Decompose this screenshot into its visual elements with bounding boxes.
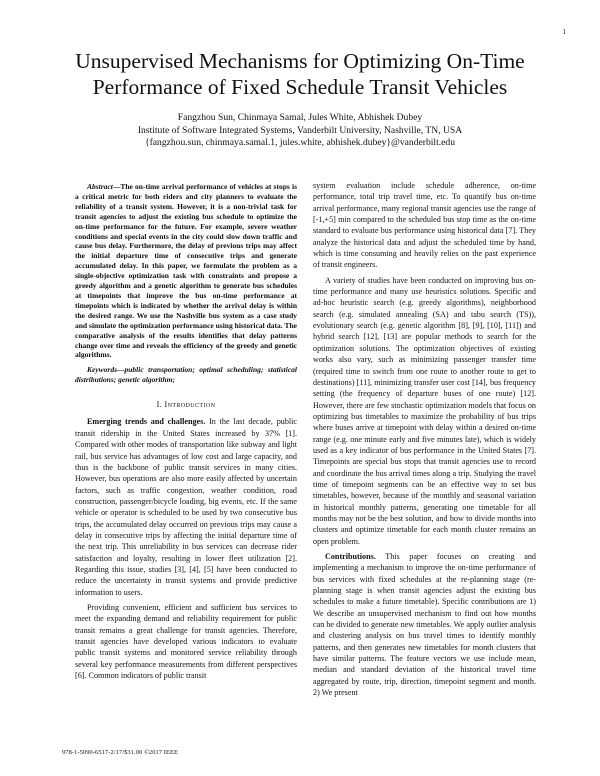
- intro-paragraph-2: Providing convenient, efficient and sufficient bus services to meet the expanding demand and reliability requirement for public transit remains a great challenge for transit agencies. Therefore, transit agencies have developed various indicators to evaluate public transit systems and monitored service reliability through several key performance measurements from different perspectives [6]. Common indicators of public transit: [75, 602, 297, 681]
- keywords: Keywords—public transportation; optimal scheduling; statistical distributions; genetic algorithm;: [75, 365, 297, 385]
- intro-paragraph-1-text: In the last decade, public transit ridership in the United States increased by 37% [1]. Compared with other modes of transportation like subway and light rail, bus service has advantages of low cost and large capacity, and thus is the backbone of public transit services in many cities. However, bus operations are also more easily affected by uncertain factors, such as traffic congestion, weather condition, road construction, passenger/bicycle loading, big events, etc. If the same vehicle or operator is scheduled to be used by two consecutive bus trips, the accumulated delay occurred on previous trips may cause a delay in consecutive trips by affecting the initial departure time of the next trip. This unreliability in bus services can decrease rider satisfaction and loyalty, resulting in lower fleet utilization [2]. Regarding this issue, studies [3], [4], [5] have been conducted to reduce the uncertainty in transit systems and provide predictive information to users.: [75, 417, 297, 597]
- author-affiliation: Institute of Software Integrated Systems, Vanderbilt University, Nashville, TN, USA: [137, 124, 463, 136]
- abstract: [75, 182, 297, 360]
- abstract-label: Abstract: [87, 182, 113, 191]
- abstract-text: —The on-time arrival performance of vehicles at stops is a critical metric for both riders and city planners to evaluate the reliability of a transit system. However, it is a non-trivial task for transit agencies to adjust the existing bus schedule to optimize the on-time performance for the future. For example, severe weather conditions and special events in the city could slow down traffic and cause bus delay. Furthermore, the delay of previous trips may affect the initial departure time of consecutive trips and generate accumulated delay. In this paper, we formulate the problem as a single-objective optimization task with constraints and propose a greedy algorithm and a genetic algorithm to generate bus schedules at timepoints that improve the bus on-time performance at timepoints which is indicated by whether the arrival delay is within the desired range. We use the Nashville bus system as a case study and simulate the optimization performance using historical data. The comparative analysis of the results identifies that delay patterns change over time and reveals the efficiency of the greedy and genetic algorithms.: [75, 182, 297, 360]
- contributions-run-in-heading: Contributions.: [325, 552, 376, 561]
- author-names: Fangzhou Sun, Chinmaya Samal, Jules White, Abhishek Dubey: [177, 112, 423, 123]
- contributions-paragraph: [313, 551, 536, 698]
- right-paragraph-2: A variety of studies have been conducted on improving bus on-time performance and many use heuristics solutions. Specific and ad-hoc heuristic search (e.g. greedy algorithms), neighborhood search (e.g. simulated annealing (SA) and tabu search (TS)), evolutionary search (e.g. genetic algorithm [8], [9], [10], [11]) and hybrid search [12], [13] are popular methods to search for the optimization solutions. The optimization objectives of existing works also vary, such as minimizing passenger transfer time (required time to switch from one route to another route to get to destinations) [11], minimizing transfer user cost [14], bus frequency setting (the frequency of departure buses of one route) [12]. However, there are few stochastic optimization models that focus on optimizing bus timetables to maximize the probability of bus trips where buses arrive at timepoint with delay within a desired on-time range (e.g. one minute early and five minutes late), which is widely used as a key indicator of bus performance in the United States [7]. Timepoints are special bus stops that transit agencies use to record and coordinate the bus arrival times along a trip. Studying the travel time of timepoint segments can be an effective way to set bus timetables, however, because of the monthly and seasonal variation in historical monthly patterns, generating one timetable for all months may not be the best solution, and how to divide months into clusters and optimize timetable for each month cluster remains an open problem.: [313, 275, 536, 546]
- paper-title: [0, 48, 600, 100]
- title-line-2: Performance of Fixed Schedule Transit Vehicles: [92, 75, 508, 99]
- author-block: [0, 112, 600, 150]
- author-emails: {fangzhou.sun, chinmaya.samal.1, jules.white, abhishek.dubey}@vanderbilt.edu: [144, 137, 456, 148]
- intro-run-in-heading: Emerging trends and challenges.: [87, 417, 206, 427]
- left-column: [75, 182, 297, 681]
- intro-paragraph-1: [75, 416, 297, 598]
- copyright-footer: 978-1-5090-6517-2/17/$31.00 ©2017 IEEE: [62, 749, 179, 756]
- title-line-1: Unsupervised Mechanisms for Optimizing On-Time: [75, 49, 525, 73]
- right-column: [313, 180, 536, 698]
- page-number: 1: [562, 28, 566, 36]
- contributions-text: This paper focuses on creating and implementing a mechanism to improve the on-time performance of bus services with fixed schedules at the re-planning stage (re-planning stage is when transit agencies adjust the existing bus schedules to make a future timetable). Specific contributions are 1) We describe an unsupervised mechanism to find out how months can be divided to generate new timetables. We apply outlier analysis and clustering analysis on bus travel times to identify monthly patterns, and then generates new timetables for month clusters that have similar patterns. The feature vectors we use include mean, median and standard deviation of the historical travel time aggregated by route, trip, direction, timepoint segment and month. 2) We present: [313, 552, 536, 698]
- section-heading-introduction: I. Introduction: [156, 400, 216, 410]
- right-paragraph-1: system evaluation include schedule adherence, on-time performance, total trip travel time, etc. To quantify bus on-time arrival performance, many regional transit agencies use the range of [-1,+5] min compared to the scheduled bus stop time as the on-time standard to evaluate bus performance using historical data [7]. They analyze the historical data and adjust the scheduled time by hand, which is time consuming and heavily relies on the past experience of transit engineers.: [313, 181, 536, 270]
